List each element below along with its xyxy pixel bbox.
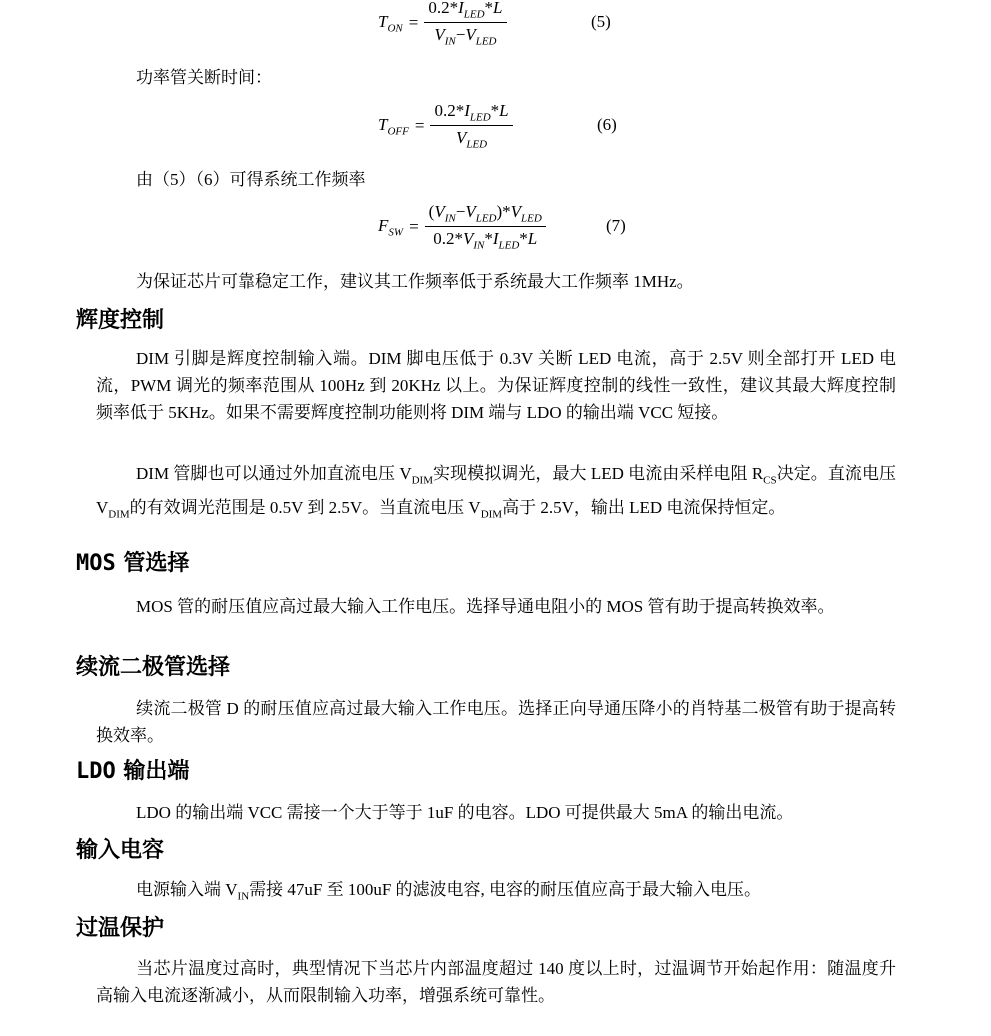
eq7-denominator: $0.2*V_{IN}*I_{LED}*L$ — [433, 229, 538, 252]
heading-input-capacitor: 输入电容 — [76, 838, 165, 863]
eq7-number: (7) — [606, 216, 626, 235]
over-temperature-paragraph: 当芯片温度过高时，典型情况下当芯片内部温度超过 140 度以上时，过温调节开始起作用：随温度升高输入电流逐渐减小，从而限制输入功率，增强系统可靠性。 — [96, 959, 896, 1005]
heading-ldo-output: LDO 输出端 — [76, 759, 190, 784]
eq5-number: (5) — [591, 12, 611, 31]
eq7-numerator: $(V_{IN}-V_{LED})*V_{LED}$ — [425, 202, 546, 227]
diode-paragraph: 续流二极管 D 的耐压值应高过最大输入工作电压。选择正向导通压降小的肖特基二极管有助于提高转换效率。 — [96, 699, 896, 745]
eq5-denominator: $V_{IN}-V_{LED}$ — [434, 25, 497, 48]
eq5-lhs: $T_{ON}$ — [378, 11, 403, 35]
equation-6: $T_{OFF}$ = $\frac{0.2*I_{LED}*L}{V_{LED}}$ — [378, 101, 513, 151]
equation-7: $F_{SW}$ = $\frac{(V_{IN}-V_{LED})*V_{LED}}{0.2*V_{IN}*I_{LED}*L}$ — [378, 202, 546, 252]
dimming-paragraph-1: DIM 引脚是辉度控制输入端。DIM 脚电压低于 0.3V 关断 LED 电流，高于 2.5V 则全部打开 LED 电流，PWM 调光的频率范围从 100Hz 到 20KHz 以上。为保证辉度控制的线性一致性，建议其最大辉度控制频率低于 5KHz。如果不需要辉度控制功能则将 DIM 端与 LDO 的输出端 VCC 短接。 — [96, 349, 896, 422]
equation-5: $T_{ON}$ = $\frac{0.2*I_{LED}*L}{V_{IN}-V_{LED}}$ — [378, 0, 507, 48]
eq5-fraction — [424, 0, 506, 48]
eq6-lhs: $T_{OFF}$ — [378, 114, 409, 138]
eq6-denominator: $V_{LED}$ — [455, 128, 488, 151]
frequency-advice: 为保证芯片可靠稳定工作，建议其工作频率低于系统最大工作频率 1MHz。 — [136, 272, 694, 291]
frequency-intro: 由（5）（6）可得系统工作频率 — [136, 170, 366, 189]
eq7-lhs: $F_{SW}$ — [378, 215, 404, 239]
eq6-numerator: $0.2*I_{LED}*L$ — [430, 101, 512, 126]
eq6-fraction — [430, 101, 512, 151]
off-time-label: 功率管关断时间： — [136, 68, 272, 87]
heading-mos-selection: MOS 管选择 — [76, 551, 190, 576]
eq5-numerator: $0.2*I_{LED}*L$ — [424, 0, 506, 23]
dimming-paragraph-2: DIM 管脚也可以通过外加直流电压 $V_{DIM}$实现模拟调光，最大 LED 电流由采样电阻 $R_{CS}$决定。直流电压 $V_{DIM}$的有效调光范围是 0.5V 到 2.5V。当直流电压 $V_{DIM}$高于 2.5V，输出 LED 电流保持恒定。 — [96, 464, 896, 521]
input-capacitor-paragraph: 电源输入端 $V_{IN}$需接 47uF 至 100uF 的滤波电容, 电容的耐压值应高于最大输入电压。 — [136, 880, 762, 903]
heading-dimming: 辉度控制 — [76, 308, 165, 333]
ldo-paragraph: LDO 的输出端 VCC 需接一个大于等于 1uF 的电容。LDO 可提供最大 5mA 的输出电流。 — [136, 803, 794, 822]
mos-paragraph: MOS 管的耐压值应高过最大输入工作电压。选择导通电阻小的 MOS 管有助于提高转换效率。 — [136, 597, 835, 616]
eq7-fraction — [425, 202, 546, 252]
heading-over-temperature: 过温保护 — [76, 916, 165, 941]
eq6-number: (6) — [597, 115, 617, 134]
heading-diode-selection: 续流二极管选择 — [76, 655, 231, 680]
